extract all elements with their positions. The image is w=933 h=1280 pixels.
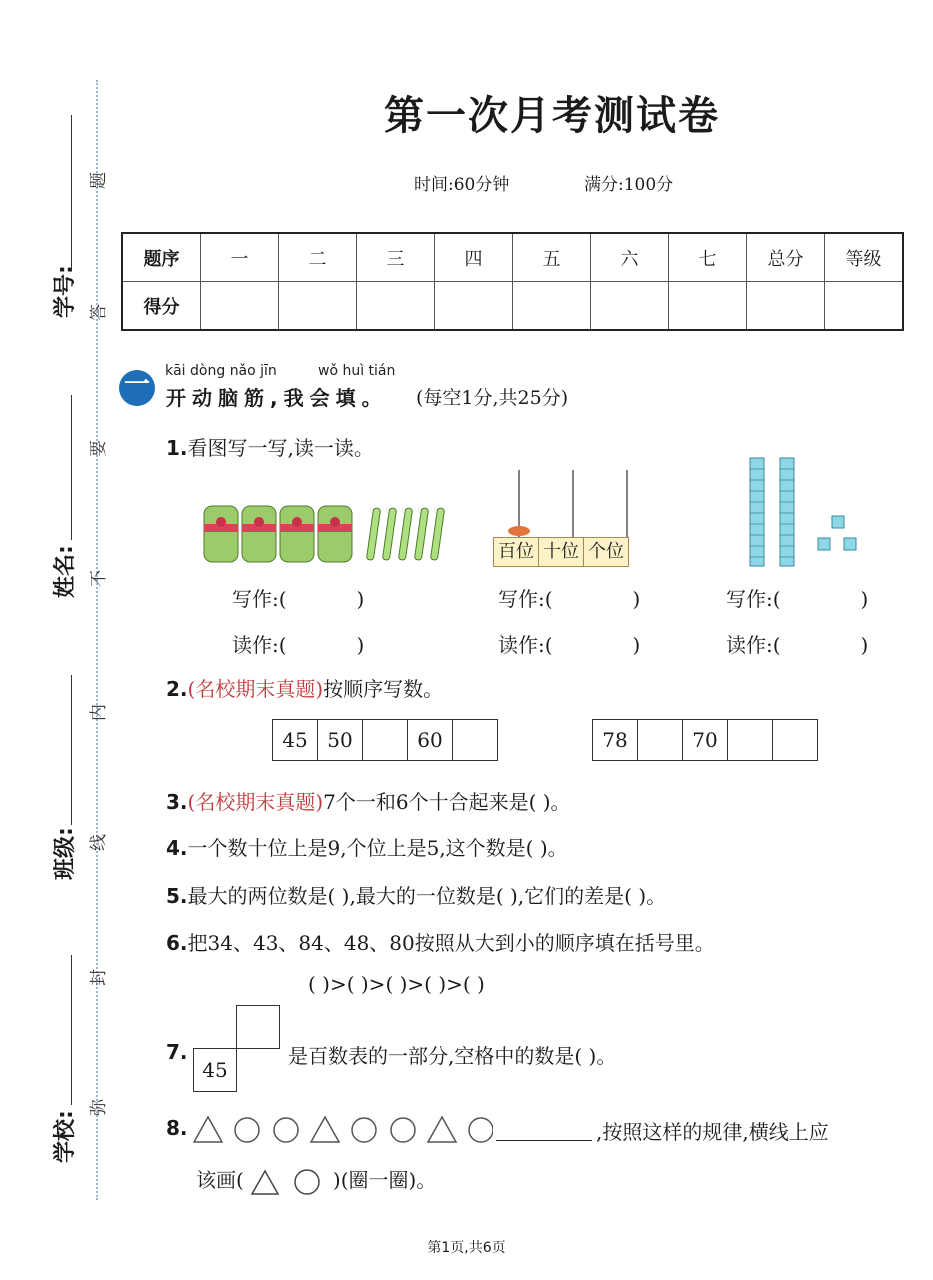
- question-text: 最大的两位数是( ),最大的一位数是( ),它们的差是( )。: [187, 884, 667, 908]
- stick-bundles-figure: [198, 498, 458, 570]
- score-table: [121, 232, 904, 331]
- question-text: ,按照这样的规律,横线上应: [596, 1120, 829, 1144]
- school-label: 学校:: [53, 1110, 78, 1163]
- read-prompt-c: 读作:( ): [726, 633, 869, 657]
- question-tag: (名校期末真题): [187, 677, 324, 701]
- question-8-choice: 该画( )(圈一圈)。: [196, 1164, 436, 1196]
- score-table-header: 七: [669, 233, 747, 282]
- score-table-header: 题序: [122, 233, 201, 282]
- read-prompt-a: 读作:( ): [232, 633, 365, 657]
- seal-char: 不: [89, 570, 109, 587]
- sequence-cell[interactable]: [728, 720, 773, 760]
- read-prompt-b: 读作:( ): [498, 633, 641, 657]
- question-number: 4.: [166, 836, 188, 860]
- score-table-header: 三: [357, 233, 435, 282]
- sequence-cell[interactable]: [638, 720, 683, 760]
- score-cell[interactable]: [357, 282, 435, 331]
- section-score-note: (每空1分,共25分): [416, 387, 569, 409]
- stick-bundle: [280, 506, 314, 562]
- page-footer: 第1页,共6页: [427, 1240, 506, 1256]
- write-prompt-b: 写作:( ): [498, 587, 641, 611]
- sequence-cell[interactable]: [453, 720, 497, 760]
- score-cell[interactable]: [669, 282, 747, 331]
- question-number: 3.: [166, 790, 188, 814]
- score-row-label: 得分: [122, 282, 201, 331]
- circle-icon: [274, 1118, 298, 1142]
- score-cell[interactable]: [825, 282, 904, 331]
- question-7-number: [166, 1040, 188, 1064]
- score-table-score-row: [122, 282, 903, 331]
- full-score: 满分:100分: [584, 175, 674, 195]
- question-text: 7个一和6个十合起来是( )。: [323, 790, 571, 814]
- class-line[interactable]: [71, 675, 72, 825]
- question-5: [166, 880, 666, 909]
- section-number-badge: 一: [119, 370, 155, 406]
- pattern-blank-line[interactable]: [496, 1140, 592, 1141]
- question-1: [166, 432, 374, 461]
- question-tag: (名校期末真题): [187, 790, 324, 814]
- question-text: 按顺序写数。: [323, 677, 444, 701]
- score-cell[interactable]: [747, 282, 825, 331]
- triangle-choice-icon[interactable]: [250, 1168, 280, 1196]
- name-line[interactable]: [71, 395, 72, 540]
- section-pinyin: wǒ huì tián: [318, 363, 396, 379]
- question-number: 7.: [166, 1040, 188, 1064]
- score-table-header: 等级: [825, 233, 904, 282]
- page-title: 第一次月考测试卷: [384, 93, 720, 139]
- score-table-header: 总分: [747, 233, 825, 282]
- question-text: 看图写一写,读一读。: [187, 436, 374, 460]
- circle-icon: [235, 1118, 259, 1142]
- triangle-icon: [194, 1117, 222, 1142]
- shape-pattern: [193, 1114, 493, 1146]
- place-label-hundreds: 百位: [494, 538, 539, 566]
- school-line[interactable]: [71, 955, 72, 1105]
- seal-char: 弥: [89, 1099, 109, 1116]
- question-number: 2.: [166, 677, 188, 701]
- question-number: 1.: [166, 436, 188, 460]
- write-prompt-c: 写作:( ): [726, 587, 869, 611]
- section-title: 开动脑筋,我会填。: [166, 386, 388, 410]
- abacus-bead: [508, 526, 530, 536]
- sequence-cell[interactable]: [773, 720, 817, 760]
- section-pinyin: kāi dòng nǎo jīn: [165, 363, 277, 379]
- student-id-label: 学号:: [53, 265, 78, 318]
- sequence-cell: 70: [683, 720, 728, 760]
- score-table-header: 四: [435, 233, 513, 282]
- score-table-header: 六: [591, 233, 669, 282]
- binding-dotted-line: [96, 80, 98, 1200]
- triangle-icon: [311, 1117, 339, 1142]
- seal-char: 要: [89, 440, 109, 457]
- sequence-boxes-b: [592, 719, 818, 761]
- stick-bundle: [318, 506, 352, 562]
- score-table-header-row: [122, 233, 903, 282]
- circle-icon: [469, 1118, 493, 1142]
- student-id-line[interactable]: [71, 115, 72, 270]
- seal-char: 答: [89, 304, 109, 321]
- sequence-boxes-a: [272, 719, 498, 761]
- question-3: [166, 786, 571, 815]
- seal-char: 封: [89, 969, 109, 986]
- score-cell[interactable]: [279, 282, 357, 331]
- score-table-header: 二: [279, 233, 357, 282]
- seal-char: 内: [89, 704, 109, 721]
- sequence-cell: 50: [318, 720, 363, 760]
- abacus-rods: [493, 468, 653, 538]
- place-label-tens: 十位: [539, 538, 584, 566]
- triangle-icon: [428, 1117, 456, 1142]
- question-number: 5.: [166, 884, 188, 908]
- seal-char: 线: [89, 834, 109, 851]
- question-text: 把34、43、84、48、80按照从大到小的顺序填在括号里。: [187, 931, 715, 955]
- question-8: [166, 1116, 188, 1140]
- circle-icon: [352, 1118, 376, 1142]
- sequence-cell: 78: [593, 720, 638, 760]
- question-text: 是百数表的一部分,空格中的数是( )。: [288, 1044, 617, 1068]
- sequence-cell: 45: [273, 720, 318, 760]
- class-label: 班级:: [53, 827, 78, 880]
- ordering-answer-line[interactable]: ( )>( )>( )>( )>( ): [308, 972, 485, 996]
- question-4: [166, 832, 568, 861]
- score-cell[interactable]: [591, 282, 669, 331]
- stick-bundle: [204, 506, 238, 562]
- score-cell[interactable]: [435, 282, 513, 331]
- question-6: [166, 927, 715, 956]
- circle-icon: [391, 1118, 415, 1142]
- write-prompt-a: 写作:( ): [232, 587, 365, 611]
- name-label: 姓名:: [53, 545, 78, 598]
- place-value-labels: [493, 537, 629, 567]
- hundred-chart-cell: 45: [193, 1048, 237, 1092]
- question-number: 8.: [166, 1116, 188, 1140]
- single-sticks: [366, 508, 444, 560]
- sequence-cell: 60: [408, 720, 453, 760]
- score-table-header: 五: [513, 233, 591, 282]
- score-table-header: 一: [201, 233, 279, 282]
- place-label-ones: 个位: [588, 541, 624, 562]
- question-2: [166, 673, 443, 702]
- stick-bundle: [242, 506, 276, 562]
- sequence-cell[interactable]: [363, 720, 408, 760]
- base-ten-blocks: [746, 454, 866, 568]
- seal-char: 题: [89, 172, 109, 189]
- circle-choice-icon[interactable]: [293, 1168, 321, 1196]
- hundred-chart-blank-cell[interactable]: [236, 1005, 280, 1049]
- question-text: 一个数十位上是9,个位上是5,这个数是( )。: [187, 836, 568, 860]
- time-limit: 时间:60分钟: [414, 175, 510, 195]
- question-number: 6.: [166, 931, 188, 955]
- score-cell[interactable]: [201, 282, 279, 331]
- score-cell[interactable]: [513, 282, 591, 331]
